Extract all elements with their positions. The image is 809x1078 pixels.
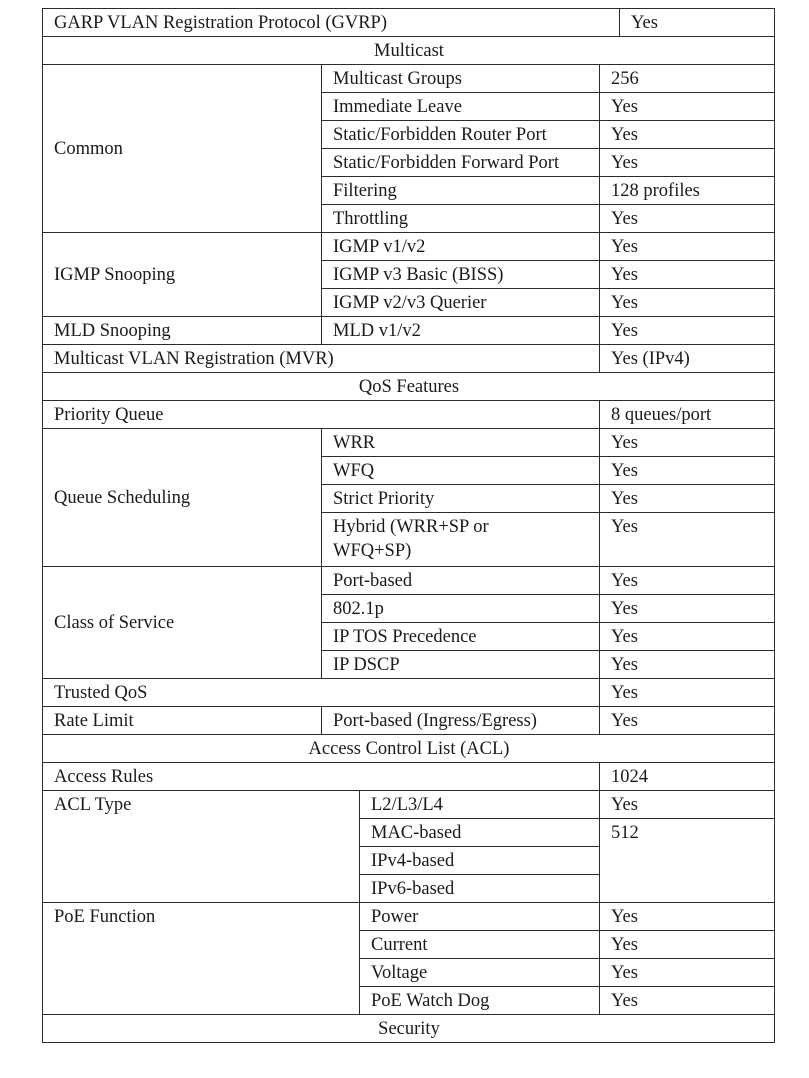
table-row (43, 345, 775, 373)
table-row (43, 429, 775, 457)
value-cell: 1024 (600, 763, 775, 791)
trusted-qos-label: Trusted QoS (43, 679, 600, 707)
feature-cell: 802.1p (322, 595, 600, 623)
table-row (43, 317, 775, 345)
value-cell: Yes (600, 233, 775, 261)
table-row (43, 567, 775, 595)
feature-cell: IP DSCP (322, 651, 600, 679)
value-cell: Yes (600, 651, 775, 679)
value-cell: Yes (600, 959, 775, 987)
table-row (43, 707, 775, 735)
qos-heading-row (43, 373, 775, 401)
security-heading-row (43, 1015, 775, 1043)
feature-cell: Strict Priority (322, 485, 600, 513)
value-cell: Yes (600, 513, 775, 567)
acl-heading: Access Control List (ACL) (43, 735, 775, 763)
security-heading: Security (43, 1015, 775, 1043)
value-cell: Yes (600, 595, 775, 623)
spec-table (42, 8, 775, 1043)
value-cell: Yes (600, 987, 775, 1015)
poe-function-label: PoE Function (43, 903, 360, 1015)
access-rules-label: Access Rules (43, 763, 600, 791)
feature-cell: Static/Forbidden Router Port (322, 121, 600, 149)
class-of-service-label: Class of Service (43, 567, 322, 679)
igmp-label: IGMP Snooping (43, 233, 322, 317)
value-cell: Yes (600, 317, 775, 345)
value-cell: Yes (600, 567, 775, 595)
value-cell: 512 (600, 819, 775, 903)
common-label: Common (43, 65, 322, 233)
feature-cell: Filtering (322, 177, 600, 205)
feature-cell: IP TOS Precedence (322, 623, 600, 651)
value-cell: Yes (600, 931, 775, 959)
feature-cell: Immediate Leave (322, 93, 600, 121)
value-cell: Yes (600, 457, 775, 485)
feature-cell: IGMP v1/v2 (322, 233, 600, 261)
feature-cell: IPv4-based (360, 847, 600, 875)
gvrp-row (43, 9, 775, 37)
value-cell: 8 queues/port (600, 401, 775, 429)
feature-cell: Throttling (322, 205, 600, 233)
mld-label: MLD Snooping (43, 317, 322, 345)
value-cell: 128 profiles (600, 177, 775, 205)
value-cell: Yes (600, 707, 775, 735)
table-row (43, 903, 775, 931)
feature-cell: Port-based (322, 567, 600, 595)
feature-cell: IGMP v2/v3 Querier (322, 289, 600, 317)
value-cell: Yes (600, 679, 775, 707)
feature-cell: Voltage (360, 959, 600, 987)
mvr-label: Multicast VLAN Registration (MVR) (43, 345, 600, 373)
feature-cell: WFQ (322, 457, 600, 485)
priority-queue-label: Priority Queue (43, 401, 600, 429)
queue-scheduling-label: Queue Scheduling (43, 429, 322, 567)
value-cell: Yes (600, 289, 775, 317)
table-row (43, 233, 775, 261)
feature-cell: L2/L3/L4 (360, 791, 600, 819)
feature-cell: WRR (322, 429, 600, 457)
feature-cell: MLD v1/v2 (322, 317, 600, 345)
value-cell: Yes (600, 791, 775, 819)
feature-cell: IPv6-based (360, 875, 600, 903)
gvrp-label: GARP VLAN Registration Protocol (GVRP) (43, 9, 620, 37)
multicast-heading: Multicast (43, 37, 775, 65)
feature-cell: MAC-based (360, 819, 600, 847)
feature-cell: PoE Watch Dog (360, 987, 600, 1015)
multicast-heading-row (43, 37, 775, 65)
acl-type-label: ACL Type (43, 791, 360, 903)
value-cell: Yes (600, 121, 775, 149)
feature-cell: Port-based (Ingress/Egress) (322, 707, 600, 735)
feature-cell: Hybrid (WRR+SP or WFQ+SP) (322, 513, 600, 567)
table-row (43, 679, 775, 707)
value-cell: 256 (600, 65, 775, 93)
feature-cell: Static/Forbidden Forward Port (322, 149, 600, 177)
table-row (43, 763, 775, 791)
value-cell: Yes (600, 623, 775, 651)
value-cell: Yes (600, 429, 775, 457)
value-cell: Yes (600, 261, 775, 289)
feature-cell: Current (360, 931, 600, 959)
acl-heading-row (43, 735, 775, 763)
gvrp-value: Yes (620, 9, 775, 37)
rate-limit-label: Rate Limit (43, 707, 322, 735)
feature-cell: IGMP v3 Basic (BISS) (322, 261, 600, 289)
value-cell: Yes (600, 149, 775, 177)
value-cell: Yes (600, 205, 775, 233)
value-cell: Yes (600, 485, 775, 513)
table-row (43, 401, 775, 429)
feature-cell: Power (360, 903, 600, 931)
value-cell: Yes (IPv4) (600, 345, 775, 373)
qos-heading: QoS Features (43, 373, 775, 401)
table-row (43, 791, 775, 819)
table-row (43, 65, 775, 93)
value-cell: Yes (600, 93, 775, 121)
value-cell: Yes (600, 903, 775, 931)
feature-cell: Multicast Groups (322, 65, 600, 93)
